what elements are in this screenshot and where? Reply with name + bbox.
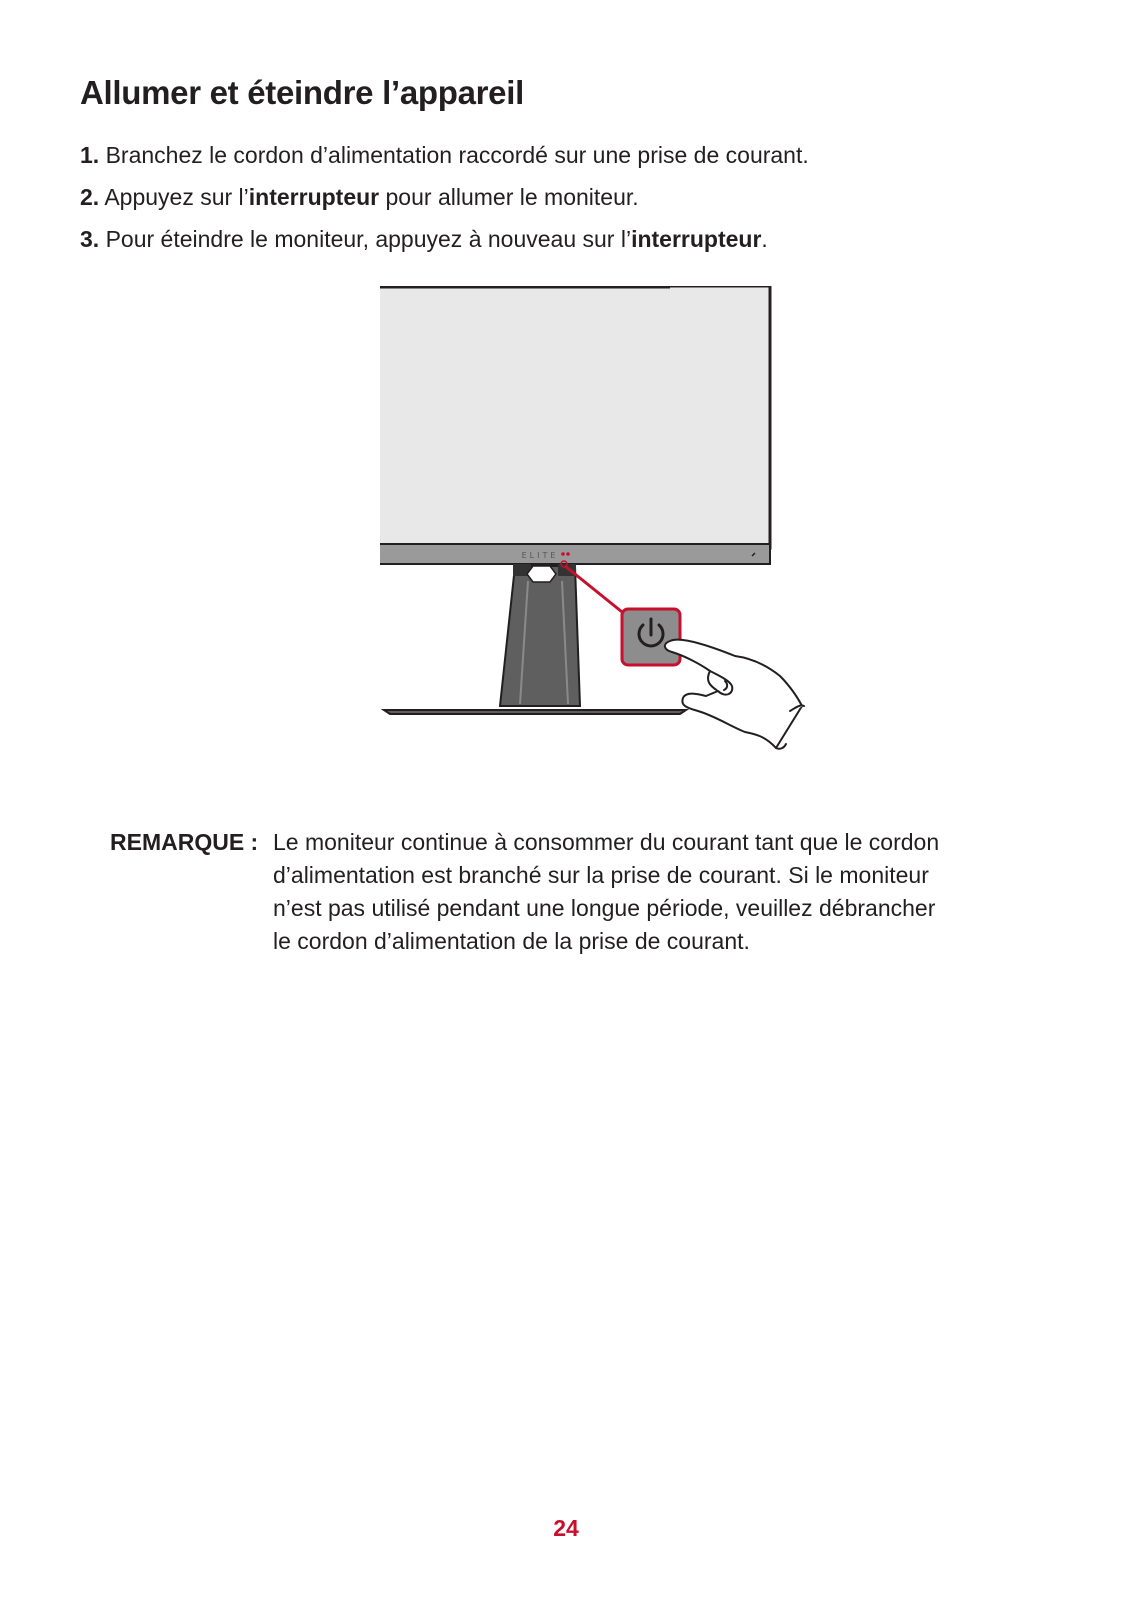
step-number: 3. [80, 226, 100, 252]
step-number: 2. [80, 184, 100, 210]
monitor-illustration [380, 286, 820, 761]
page-number: 24 [553, 1515, 579, 1541]
step-number: 1. [80, 142, 100, 168]
step-2 [80, 182, 809, 212]
note-line: Le moniteur continue à consommer du courant tant que le cordon [273, 829, 940, 855]
step-bold-text: interrupteur [631, 226, 762, 252]
step-text: Appuyez sur l’ [104, 184, 249, 210]
note-line: n’est pas utilisé pendant une longue période, veuillez débrancher [273, 895, 936, 921]
note-line: le cordon d’alimentation de la prise de courant. [273, 928, 750, 954]
power-button-callout [622, 609, 680, 665]
step-text: Branchez le cordon d’alimentation raccordé sur une prise de courant. [105, 142, 809, 168]
step-3 [80, 224, 809, 254]
instruction-steps [80, 140, 809, 266]
note-text [273, 826, 1033, 958]
hand-pointer-icon [665, 640, 804, 749]
step-1 [80, 140, 809, 170]
step-bold-text: interrupteur [248, 184, 380, 210]
step-text-after: . [761, 226, 768, 252]
page-title: Allumer et éteindre l’appareil [80, 74, 524, 111]
step-text: Pour éteindre le moniteur, appuyez à nouveau sur l’ [105, 226, 632, 252]
brand-text: ELITE [521, 551, 559, 560]
step-text-after: pour allumer le moniteur. [379, 184, 639, 210]
note-label: REMARQUE : [110, 829, 259, 855]
note-line: d’alimentation est branché sur la prise de courant. Si le moniteur [273, 862, 929, 888]
